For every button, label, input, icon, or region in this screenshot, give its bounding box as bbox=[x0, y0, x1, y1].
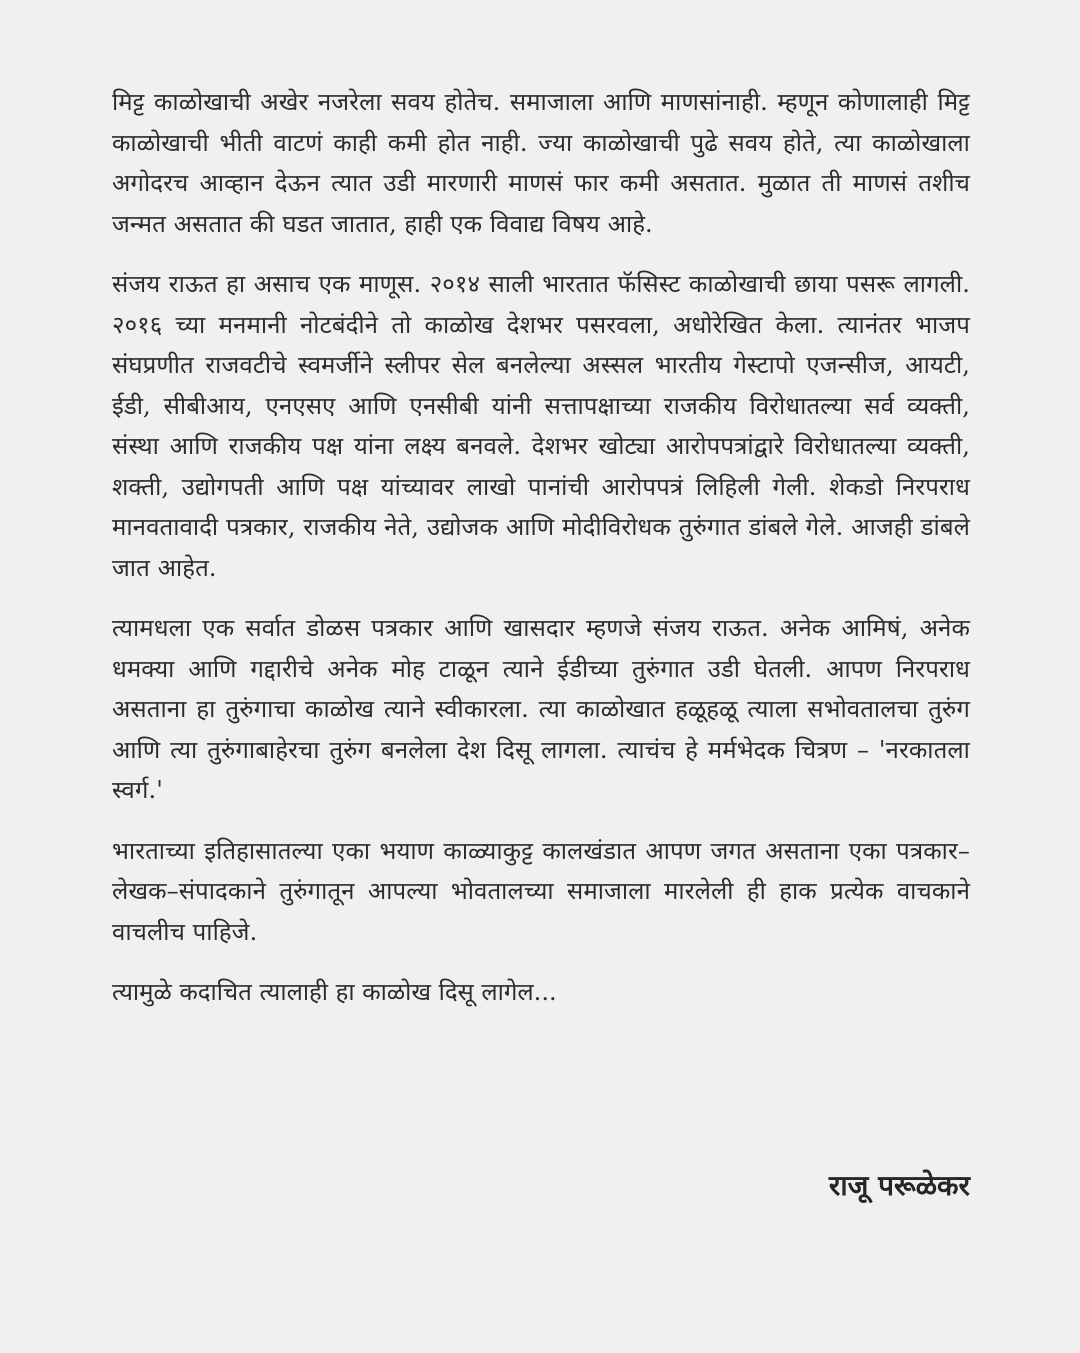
paragraph-2: संजय राऊत हा असाच एक माणूस. २०१४ साली भारतात फॅसिस्ट काळोखाची छाया पसरू लागली. २०१६ च्या मनमानी नोटबंदीने तो काळोख देशभर पसरवला, अधोरेखित केला. त्यानंतर भाजप संघप्रणीत राजवटीचे स्वमर्जीने स्लीपर सेल बनलेल्या अस्सल भारतीय गेस्टापो एजन्सीज, आयटी, ईडी, सीबीआय, एनएसए आणि एनसीबी यांनी सत्तापक्षाच्या राजकीय विरोधातल्या सर्व व्यक्ती, संस्था आणि राजकीय पक्ष यांना लक्ष्य बनवले. देशभर खोट्या आरोपपत्रांद्वारे विरोधातल्या व्यक्ती, शक्ती, उद्योगपती आणि पक्ष यांच्यावर लाखो पानांची आरोपपत्रं लिहिली गेली. शेकडो निरपराध मानवतावादी पत्रकार, राजकीय नेते, उद्योजक आणि मोदीविरोधक तुरुंगात डांबले गेले. आजही डांबले जात आहेत. bbox=[112, 270, 970, 582]
paragraph-3: त्यामधला एक सर्वात डोळस पत्रकार आणि खासदार म्हणजे संजय राऊत. अनेक आमिषं, अनेक धमक्या आणि गद्दारीचे अनेक मोह टाळून त्याने ईडीच्या तुरुंगात उडी घेतली. आपण निरपराध असताना हा तुरुंगाचा काळोख त्याने स्वीकारला. त्या काळोखात हळूहळू त्याला सभोवतालचा तुरुंग आणि त्या तुरुंगाबाहेरचा तुरुंग बनलेला देश दिसू लागला. त्याचंच हे मर्मभेदक चित्रण – 'नरकातला स्वर्ग.' bbox=[112, 614, 970, 804]
paragraph-4: भारताच्या इतिहासातल्या एका भयाण काळ्याकुट्ट कालखंडात आपण जगत असताना एका पत्रकार–लेखक–संपादकाने तुरुंगातून आपल्या भोवतालच्या समाजाला मारलेली ही हाक प्रत्येक वाचकाने वाचलीच पाहिजे. bbox=[112, 836, 970, 946]
paragraph-1: मिट्ट काळोखाची अखेर नजरेला सवय होतेच. समाजाला आणि माणसांनाही. म्हणून कोणालाही मिट्ट काळोखाची भीती वाटणं काही कमी होत नाही. ज्या काळोखाची पुढे सवय होते, त्या काळोखाला अगोदरच आव्हान देऊन त्यात उडी मारणारी माणसं फार कमी असतात. मुळात ती माणसं तशीच जन्मत असतात की घडत जातात, हाही एक विवाद्य विषय आहे. bbox=[112, 88, 970, 238]
author-signature: राजू परूळेकर bbox=[828, 1169, 970, 1202]
closing-line: त्यामुळे कदाचित त्यालाही हा काळोख दिसू लागेल... bbox=[112, 978, 557, 1006]
document-page bbox=[112, 82, 970, 1012]
